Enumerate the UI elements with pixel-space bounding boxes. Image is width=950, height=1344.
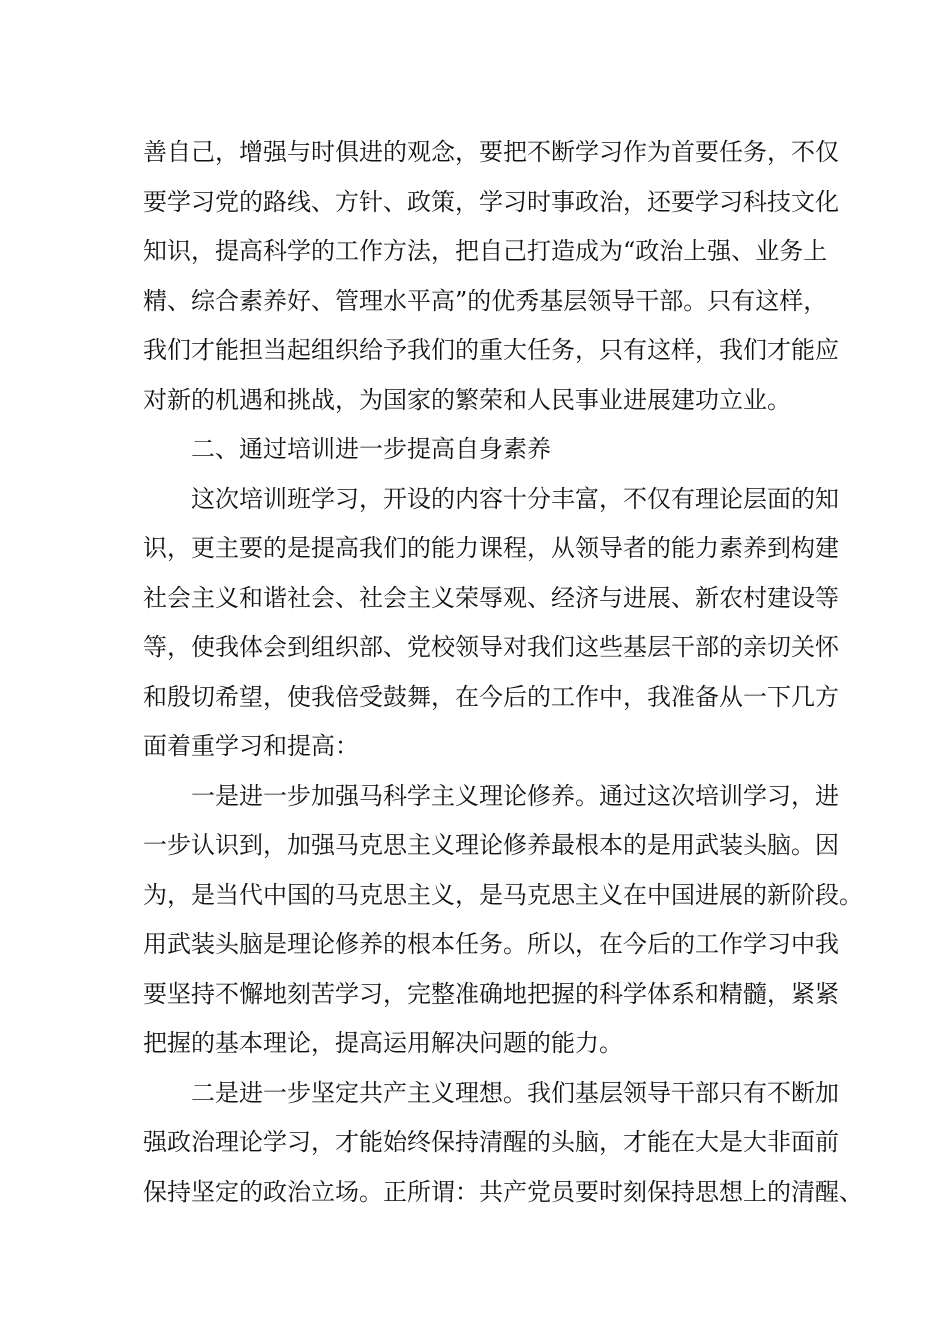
text-line: 把握的基本理论，提高运用解决问题的能力。 bbox=[143, 1029, 623, 1057]
text-line: 我们才能担当起组织给予我们的重大任务，只有这样，我们才能应 bbox=[143, 336, 839, 364]
text-line: 强政治理论学习，才能始终保持清醒的头脑，才能在大是大非面前 bbox=[143, 1128, 839, 1156]
text-line: 善自己，增强与时俱进的观念，要把不断学习作为首要任务，不仅 bbox=[143, 138, 839, 166]
text-line: 面着重学习和提高： bbox=[143, 732, 359, 760]
text-line: 二是进一步坚定共产主义理想。我们基层领导干部只有不断加 bbox=[191, 1078, 839, 1107]
text-line: 一步认识到，加强马克思主义理论修养最根本的是用武装头脑。因 bbox=[143, 831, 839, 859]
text-line: 一是进一步加强马科学主义理论修养。通过这次培训学习，进 bbox=[191, 781, 839, 810]
text-line: 保持坚定的政治立场。正所谓：共产党员要时刻保持思想上的清醒、 bbox=[143, 1177, 863, 1206]
text-line: 要坚持不懈地刻苦学习，完整准确地把握的科学体系和精髓，紧紧 bbox=[143, 979, 839, 1008]
text-line: 要学习党的路线、方针、政策，学习时事政治，还要学习科技文化 bbox=[143, 187, 839, 216]
text-line: 和殷切希望，使我倍受鼓舞，在今后的工作中，我准备从一下几方 bbox=[143, 682, 839, 711]
text-line: 精、综合素养好、管理水平高”的优秀基层领导干部。只有这样， bbox=[143, 286, 828, 315]
text-line: 对新的机遇和挑战，为国家的繁荣和人民事业进展建功立业。 bbox=[143, 385, 791, 414]
text-line: 为，是当代中国的马克思主义，是马克思主义在中国进展的新阶段。 bbox=[143, 880, 863, 909]
section-heading: 二、通过培训进一步提高自身素养 bbox=[191, 435, 551, 463]
text-line: 社会主义和谐社会、社会主义荣辱观、经济与进展、新农村建设等 bbox=[143, 583, 839, 612]
body-text bbox=[143, 128, 863, 1217]
text-line: 知识，提高科学的工作方法，把自己打造成为“政治上强、业务上 bbox=[143, 237, 828, 265]
text-line: 识，更主要的是提高我们的能力课程，从领导者的能力素养到构建 bbox=[143, 534, 839, 562]
text-line: 这次培训班学习，开设的内容十分丰富，不仅有理论层面的知 bbox=[191, 484, 839, 513]
text-line: 等，使我体会到组织部、党校领导对我们这些基层干部的亲切关怀 bbox=[143, 633, 839, 661]
text-line: 用武装头脑是理论修养的根本任务。所以，在今后的工作学习中我 bbox=[143, 930, 839, 958]
